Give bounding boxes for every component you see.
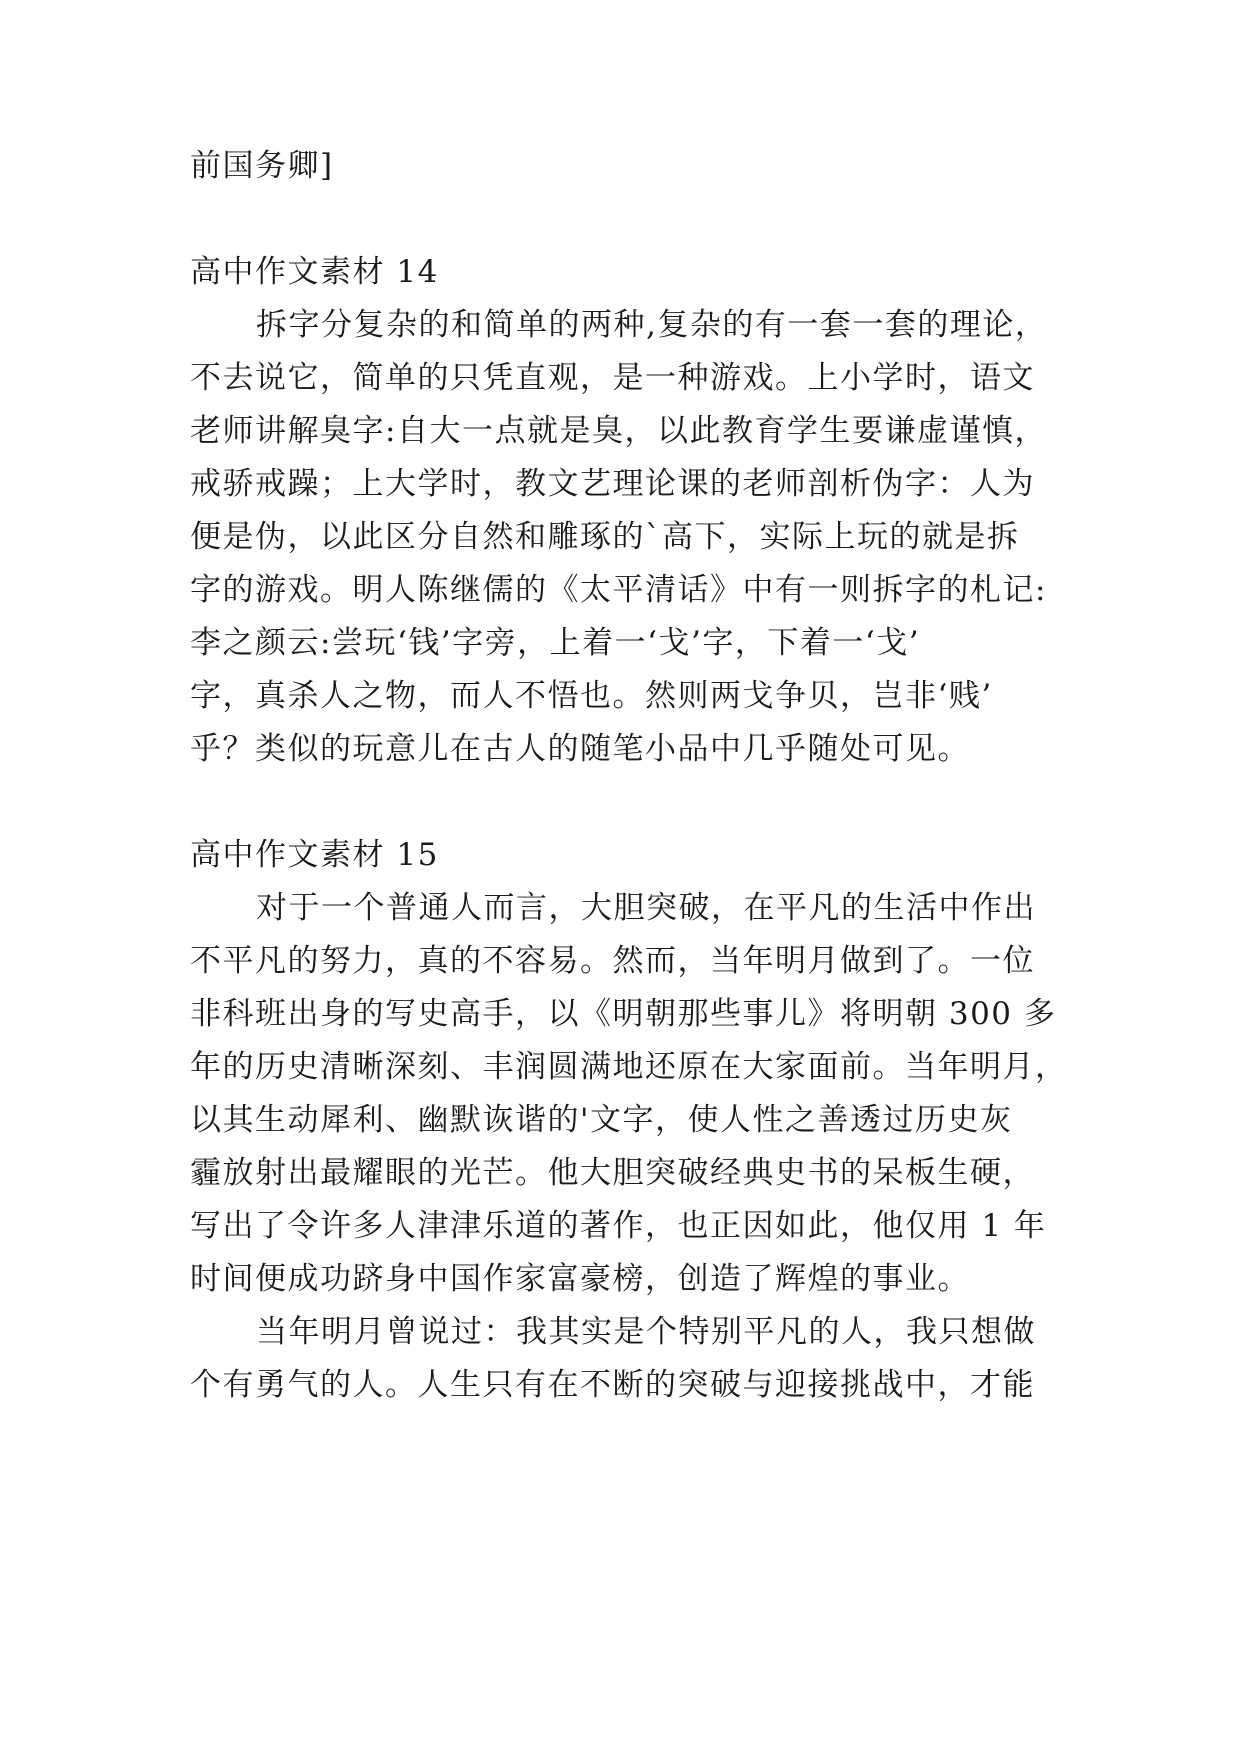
paragraph-line: 戒骄戒躁；上大学时，教文艺理论课的老师剖析伪字：人为	[190, 466, 1035, 502]
paragraph-line: 写出了令许多人津津乐道的著作，也正因如此，他仅用 1 年	[190, 1208, 1047, 1244]
section-heading-14: 高中作文素材 14	[190, 254, 439, 290]
paragraph-line: 年的历史清晰深刻、丰润圆满地还原在大家面前。当年明月，	[190, 1049, 1068, 1085]
paragraph-line: 非科班出身的写史高手，以《明朝那些事儿》将明朝 300 多	[190, 996, 1057, 1032]
paragraph-line: 字的游戏。明人陈继儒的《太平清话》中有一则拆字的札记:	[190, 572, 1047, 608]
paragraph-line: 李之颜云:尝玩‘钱’字旁，上着一‘戈’字，下着一‘戈’	[190, 625, 921, 661]
paragraph-line: 当年明月曾说过：我其实是个特别平凡的人，我只想做	[256, 1314, 1036, 1350]
section-heading-15: 高中作文素材 15	[190, 837, 439, 873]
paragraph-line: 时间便成功跻身中国作家富豪榜，创造了辉煌的事业。	[190, 1261, 970, 1297]
paragraph-line: 拆字分复杂的和简单的两种,复杂的有一套一套的理论，	[256, 307, 1048, 343]
paragraph-line: 老师讲解臭字:自大一点就是臭，以此教育学生要谦虚谨慎，	[190, 413, 1047, 449]
paragraph-line: 对于一个普通人而言，大胆突破，在平凡的生活中作出	[256, 890, 1036, 926]
paragraph-line: 以其生动犀利、幽默诙谐的'文字，使人性之善透过历史灰	[190, 1102, 1013, 1138]
paragraph-line: 不去说它，简单的只凭直观，是一种游戏。上小学时，语文	[190, 360, 1035, 396]
paragraph-line: 字，真杀人之物，而人不悟也。然则两戈争贝，岂非‘贱’	[190, 678, 993, 714]
paragraph-line: 便是伪，以此区分自然和雕琢的`高下，实际上玩的就是拆	[190, 519, 1020, 555]
paragraph-line: 个有勇气的人。人生只有在不断的突破与迎接挑战中，才能	[190, 1367, 1035, 1403]
paragraph-line: 霾放射出最耀眼的光芒。他大胆突破经典史书的呆板生硬，	[190, 1155, 1035, 1191]
text-line-1: 前国务卿]	[190, 148, 334, 184]
paragraph-line: 不平凡的努力，真的不容易。然而，当年明月做到了。一位	[190, 943, 1035, 979]
paragraph-line: 乎？类似的玩意儿在古人的随笔小品中几乎随处可见。	[190, 731, 970, 767]
